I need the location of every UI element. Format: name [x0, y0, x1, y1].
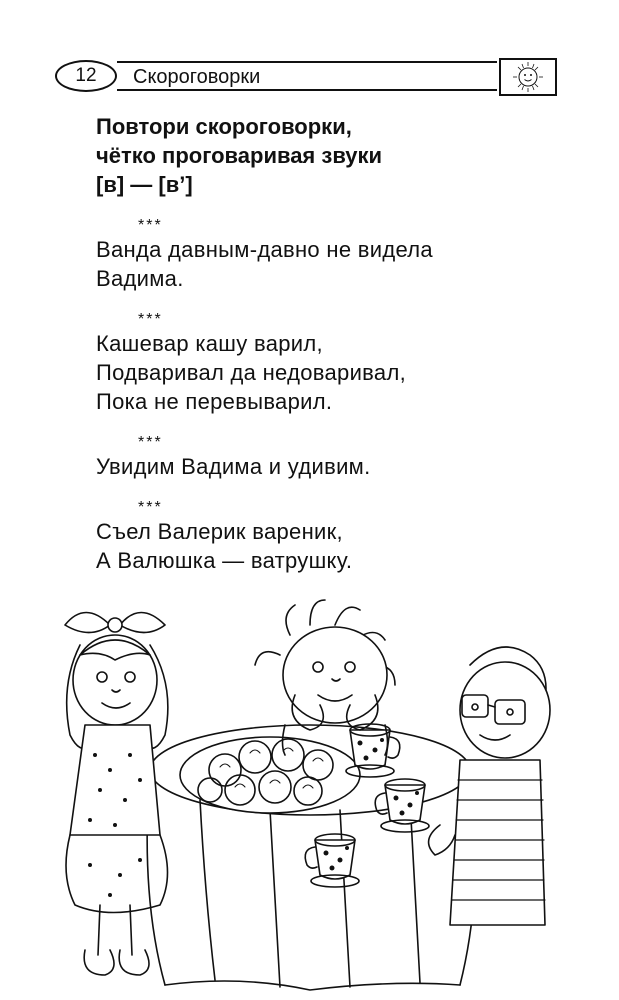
verse-separator: *** — [138, 434, 163, 451]
verse-separator: *** — [138, 499, 163, 516]
verse-line: Съел Валерик вареник, — [96, 519, 343, 544]
page-content — [96, 112, 526, 575]
heading-line: чётко проговаривая звуки — [96, 143, 383, 168]
verse — [96, 434, 526, 481]
verse-line: Пока не перевыварил. — [96, 389, 333, 414]
verse-separator: *** — [138, 217, 163, 234]
heading-line: [в] — [в’] — [96, 172, 193, 197]
section-title: Скороговорки — [133, 66, 261, 88]
verse — [96, 311, 526, 416]
page-header — [55, 58, 557, 96]
verse-line: А Валюшка — ватрушку. — [96, 548, 353, 573]
verse — [96, 499, 526, 575]
tray-of-buns — [180, 737, 360, 813]
verse-line: Ванда давным-давно не видела — [96, 237, 433, 262]
sun-icon — [501, 60, 555, 94]
verse-separator: *** — [138, 311, 163, 328]
exercise-heading — [96, 112, 526, 199]
verse-line: Увидим Вадима и удивим. — [96, 454, 371, 479]
heading-line: Повтори скороговорки, — [96, 114, 352, 139]
verse-line: Подваривал да недоваривал, — [96, 360, 407, 385]
sun-icon-box — [499, 58, 557, 96]
verse-line: Вадима. — [96, 266, 184, 291]
verse-line: Кашевар кашу варил, — [96, 331, 323, 356]
children-tea-party-illustration — [40, 595, 580, 995]
page-number: 12 — [55, 60, 117, 92]
verse — [96, 217, 526, 293]
